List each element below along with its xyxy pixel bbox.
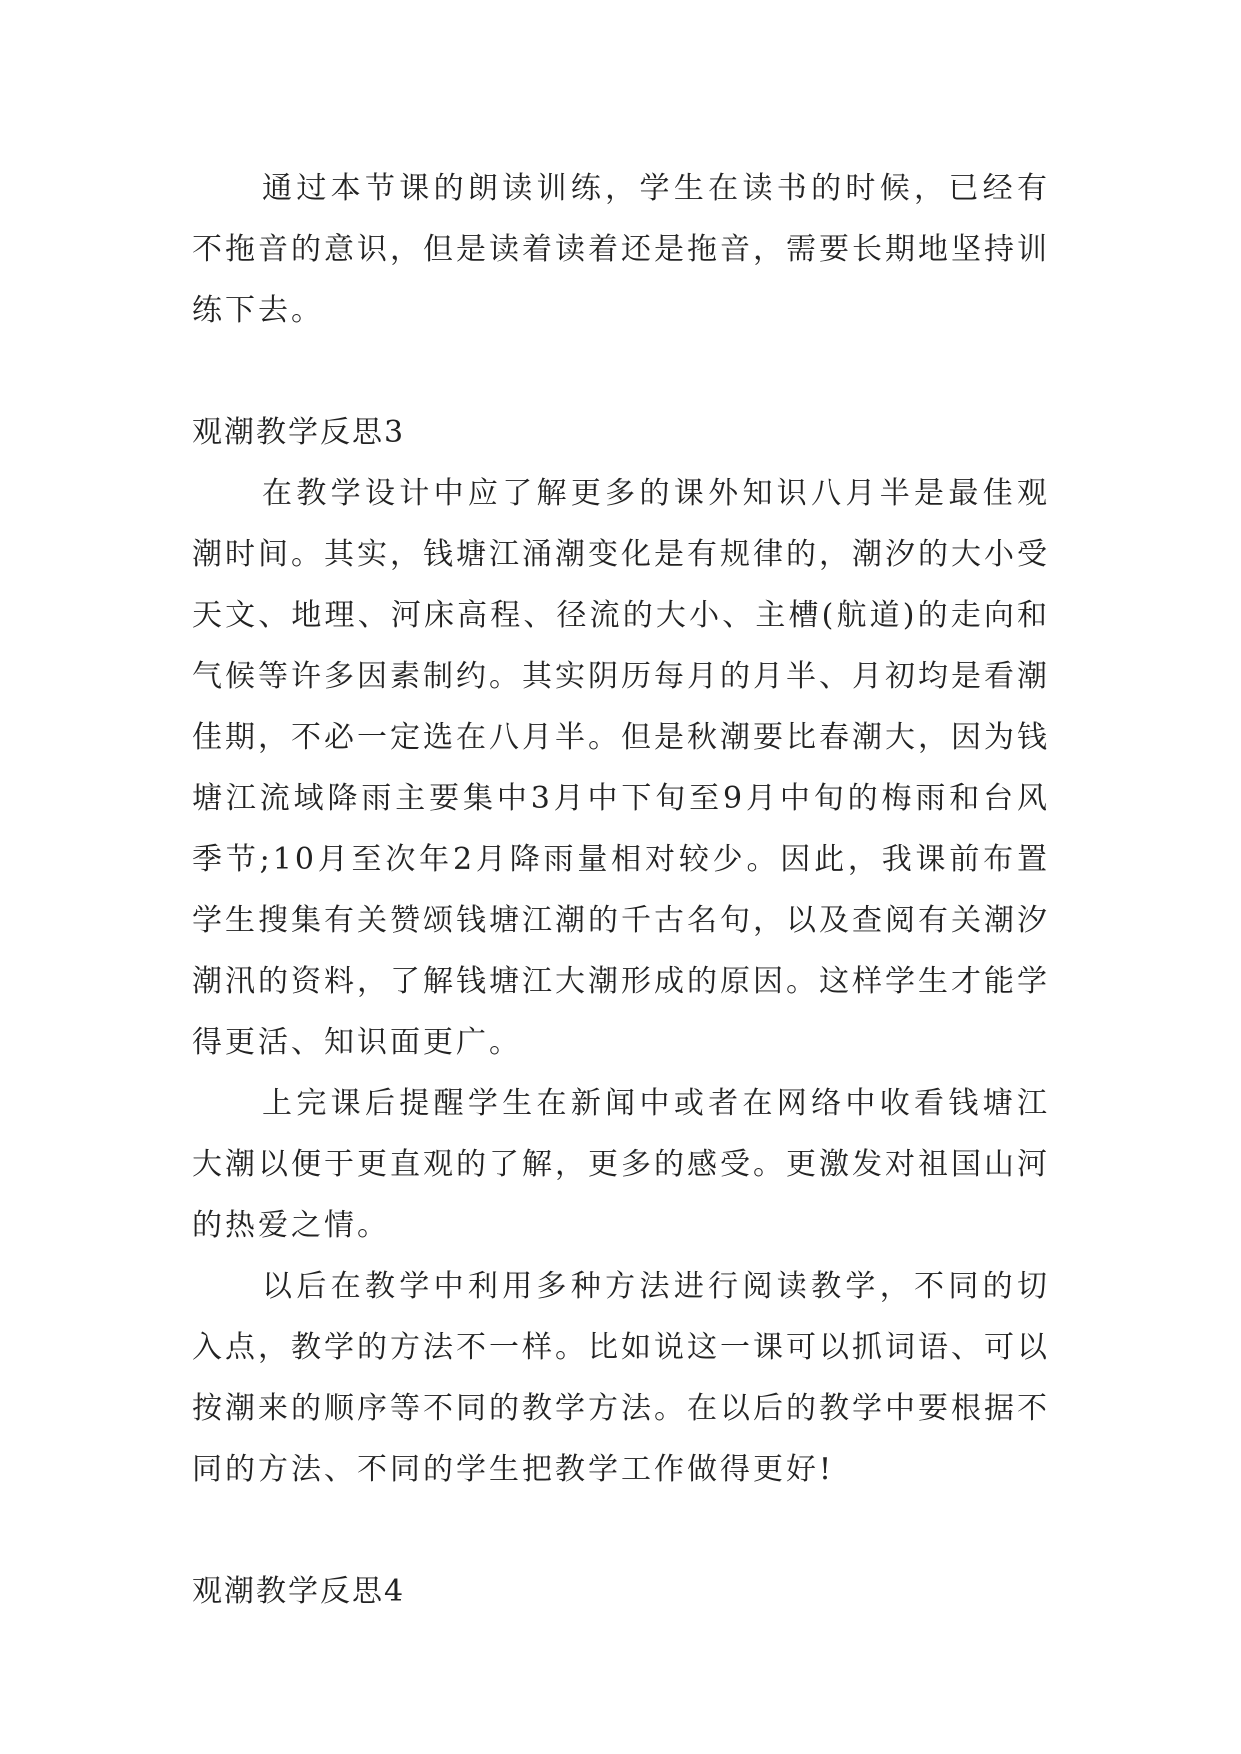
section-heading-reflection-3: 观潮教学反思3 (192, 415, 406, 450)
document-body (192, 158, 1050, 1622)
paragraph-after-class: 上完课后提醒学生在新闻中或者在网络中收看钱塘江大潮以便于更直观的了解，更多的感受。更激发对祖国山河的热爱之情。 (192, 1086, 1050, 1243)
paragraph-tide-knowledge: 在教学设计中应了解更多的课外知识八月半是最佳观潮时间。其实，钱塘江涌潮变化是有规律的，潮汐的大小受天文、地理、河床高程、径流的大小、主槽(航道)的走向和气候等许多因素制约。其实阴历每月的月半、月初均是看潮佳期，不必一定选在八月半。但是秋潮要比春潮大，因为钱塘江流域降雨主要集中3月中下旬至9月中旬的梅雨和台风季节;10月至次年2月降雨量相对较少。因此，我课前布置学生搜集有关赞颂钱塘江潮的千古名句，以及查阅有关潮汐潮汛的资料，了解钱塘江大潮形成的原因。这样学生才能学得更活、知识面更广。 (192, 476, 1050, 1060)
paragraph-teaching-methods: 以后在教学中利用多种方法进行阅读教学，不同的切入点，教学的方法不一样。比如说这一课可以抓词语、可以按潮来的顺序等不同的教学方法。在以后的教学中要根据不同的方法、不同的学生把教学工作做得更好! (192, 1269, 1050, 1487)
section-heading-reflection-4: 观潮教学反思4 (192, 1574, 406, 1609)
paragraph-reading-training: 通过本节课的朗读训练，学生在读书的时候，已经有不拖音的意识，但是读着读着还是拖音，需要长期地坚持训练下去。 (192, 171, 1050, 328)
